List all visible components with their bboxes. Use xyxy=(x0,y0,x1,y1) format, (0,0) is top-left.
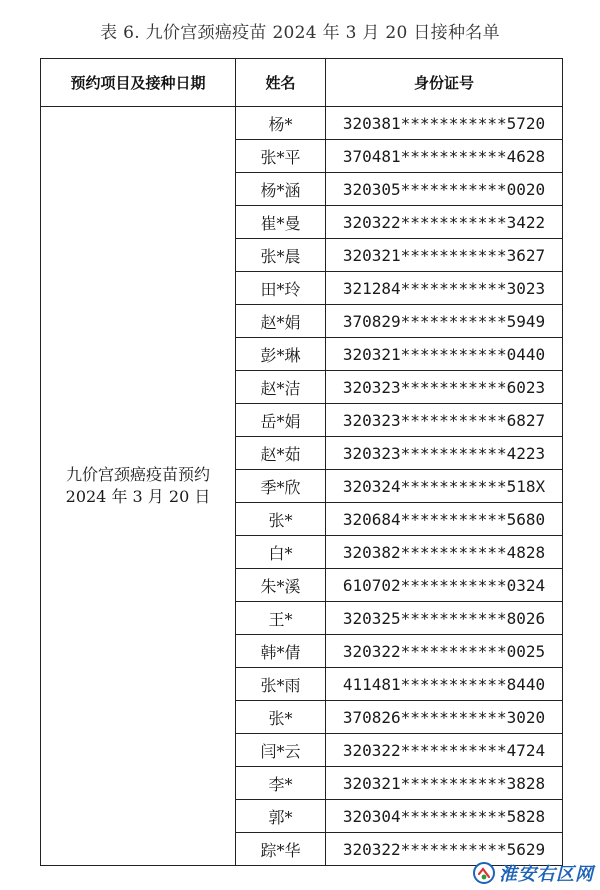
person-name-cell: 季*欣 xyxy=(236,470,326,503)
id-number-cell: 370829***********5949 xyxy=(326,305,563,338)
id-number-cell: 320321***********3627 xyxy=(326,239,563,272)
id-number-cell: 320323***********6827 xyxy=(326,404,563,437)
person-name-cell: 白* xyxy=(236,536,326,569)
appointment-item-name: 九价宫颈癌疫苗预约 xyxy=(65,465,210,484)
id-number-cell: 320325***********8026 xyxy=(326,602,563,635)
watermark-logo-icon xyxy=(473,862,495,884)
id-number-cell: 320305***********0020 xyxy=(326,173,563,206)
watermark-text: 淮安右区网 xyxy=(499,864,594,885)
person-name-cell: 杨*涵 xyxy=(236,173,326,206)
person-name-cell: 赵*洁 xyxy=(236,371,326,404)
table-title: 表 6. 九价宫颈癌疫苗 2024 年 3 月 20 日接种名单 xyxy=(100,23,500,43)
table-header xyxy=(41,59,563,107)
table-body xyxy=(41,107,563,866)
person-name-cell: 闫*云 xyxy=(236,734,326,767)
person-name-cell: 李* xyxy=(236,767,326,800)
id-number-cell: 610702***********0324 xyxy=(326,569,563,602)
person-name-cell: 赵*娟 xyxy=(236,305,326,338)
id-number-cell: 320324***********518X xyxy=(326,470,563,503)
table-row xyxy=(41,107,563,140)
id-number-cell: 320684***********5680 xyxy=(326,503,563,536)
id-number-cell: 321284***********3023 xyxy=(326,272,563,305)
person-name-cell: 张* xyxy=(236,503,326,536)
person-name-cell: 张*平 xyxy=(236,140,326,173)
header-id-number: 身份证号 xyxy=(326,59,563,107)
id-number-cell: 320322***********5629 xyxy=(326,833,563,866)
person-name-cell: 王* xyxy=(236,602,326,635)
person-name-cell: 踪*华 xyxy=(236,833,326,866)
person-name-cell: 杨* xyxy=(236,107,326,140)
person-name-cell: 崔*曼 xyxy=(236,206,326,239)
site-watermark xyxy=(473,860,594,886)
id-number-cell: 320322***********4724 xyxy=(326,734,563,767)
id-number-cell: 320323***********4223 xyxy=(326,437,563,470)
person-name-cell: 张*晨 xyxy=(236,239,326,272)
vaccination-roster-table xyxy=(40,58,563,866)
id-number-cell: 320304***********5828 xyxy=(326,800,563,833)
appointment-item-cell xyxy=(41,107,236,866)
id-number-cell: 370826***********3020 xyxy=(326,701,563,734)
id-number-cell: 320321***********3828 xyxy=(326,767,563,800)
header-row xyxy=(41,59,563,107)
id-number-cell: 320321***********0440 xyxy=(326,338,563,371)
person-name-cell: 韩*倩 xyxy=(236,635,326,668)
person-name-cell: 彭*琳 xyxy=(236,338,326,371)
header-item-date: 预约项目及接种日期 xyxy=(41,59,236,107)
id-number-cell: 370481***********4628 xyxy=(326,140,563,173)
person-name-cell: 张* xyxy=(236,701,326,734)
person-name-cell: 赵*茹 xyxy=(236,437,326,470)
id-number-cell: 320322***********3422 xyxy=(326,206,563,239)
person-name-cell: 岳*娟 xyxy=(236,404,326,437)
person-name-cell: 田*玲 xyxy=(236,272,326,305)
id-number-cell: 320381***********5720 xyxy=(326,107,563,140)
id-number-cell: 320322***********0025 xyxy=(326,635,563,668)
id-number-cell: 320323***********6023 xyxy=(326,371,563,404)
person-name-cell: 张*雨 xyxy=(236,668,326,701)
person-name-cell: 郭* xyxy=(236,800,326,833)
id-number-cell: 320382***********4828 xyxy=(326,536,563,569)
person-name-cell: 朱*溪 xyxy=(236,569,326,602)
appointment-date: 2024 年 3 月 20 日 xyxy=(65,487,211,506)
header-name: 姓名 xyxy=(236,59,326,107)
id-number-cell: 411481***********8440 xyxy=(326,668,563,701)
